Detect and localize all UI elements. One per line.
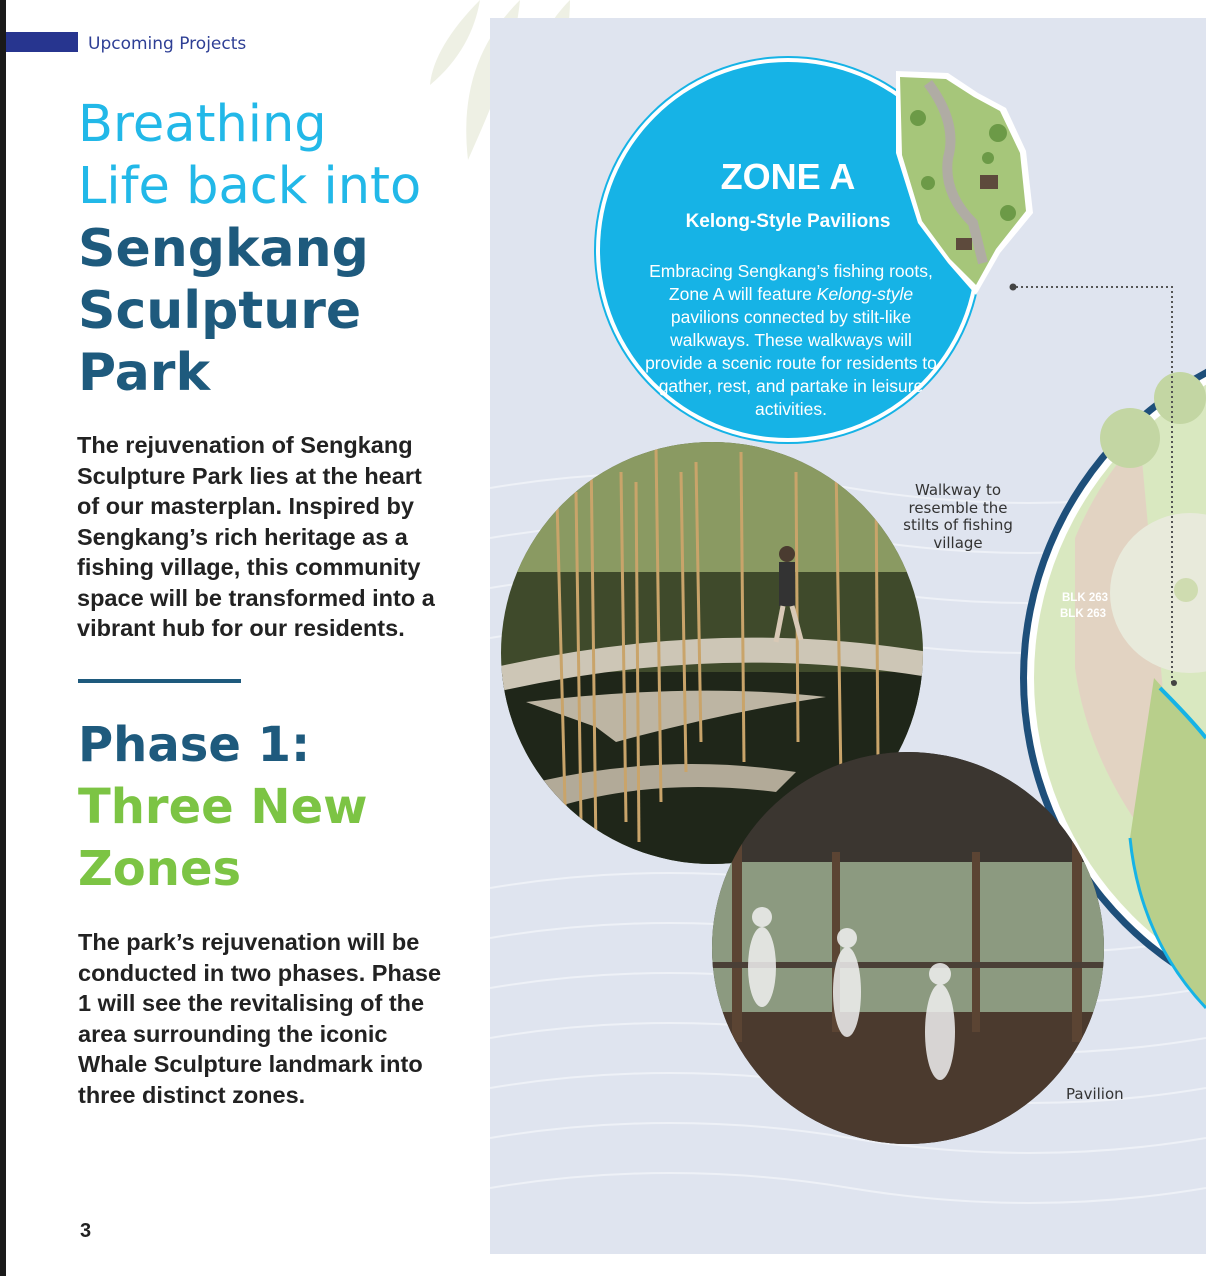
zone-a-desc-italic: Kelong-style (816, 284, 914, 304)
section-label: Upcoming Projects (88, 34, 247, 54)
phase-subheading-line-2: Zones (78, 841, 242, 897)
zone-a-title: ZONE A (720, 156, 856, 197)
zone-a-subtitle: Kelong-Style Pavilions (685, 211, 891, 232)
page-number: 3 (80, 1220, 92, 1242)
block-label-1: BLK 263 (1062, 592, 1109, 604)
phase-subheading-line-1: Three New (78, 779, 368, 835)
zone-a-desc-part-1: Embracing Sengkang’s fishing roots, Zone A will feature (649, 261, 933, 304)
title-line-4: Sculpture (78, 281, 362, 341)
zone-a-description (640, 260, 942, 421)
section-divider (78, 679, 241, 683)
title-line-2: Life back into (78, 157, 422, 216)
zone-a-desc-part-2: pavilions connected by stilt-like walkways. These walkways will provide a scenic route for residents to gather, rest, and partake in leisure activities. (645, 307, 937, 419)
walkway-caption: Walkway to resemble the stilts of fishing village (903, 481, 1013, 552)
block-label-2: BLK 263 (1060, 608, 1107, 620)
phase-heading: Phase 1: (78, 717, 311, 773)
zone-illustration-panel (490, 18, 1206, 1254)
title-line-5: Park (78, 343, 211, 403)
title-line-1: Breathing (78, 95, 327, 154)
phase-paragraph: The park’s rejuvenation will be conducted in two phases. Phase 1 will see the revitalising of the area surrounding the iconic Whale Sculpture landmark into three distinct zones. (78, 929, 442, 1108)
title-line-3: Sengkang (78, 219, 369, 279)
pavilion-photo (712, 752, 1104, 1144)
page-edge (0, 0, 6, 1276)
intro-paragraph: The rejuvenation of Sengkang Sculpture Park lies at the heart of our masterplan. Inspired by Sengkang’s rich heritage as a fishing village, this community space will be transformed into a vibrant hub for our residents. (77, 432, 435, 641)
section-marker-bar (6, 32, 78, 52)
pavilion-caption: Pavilion (1066, 1085, 1124, 1103)
